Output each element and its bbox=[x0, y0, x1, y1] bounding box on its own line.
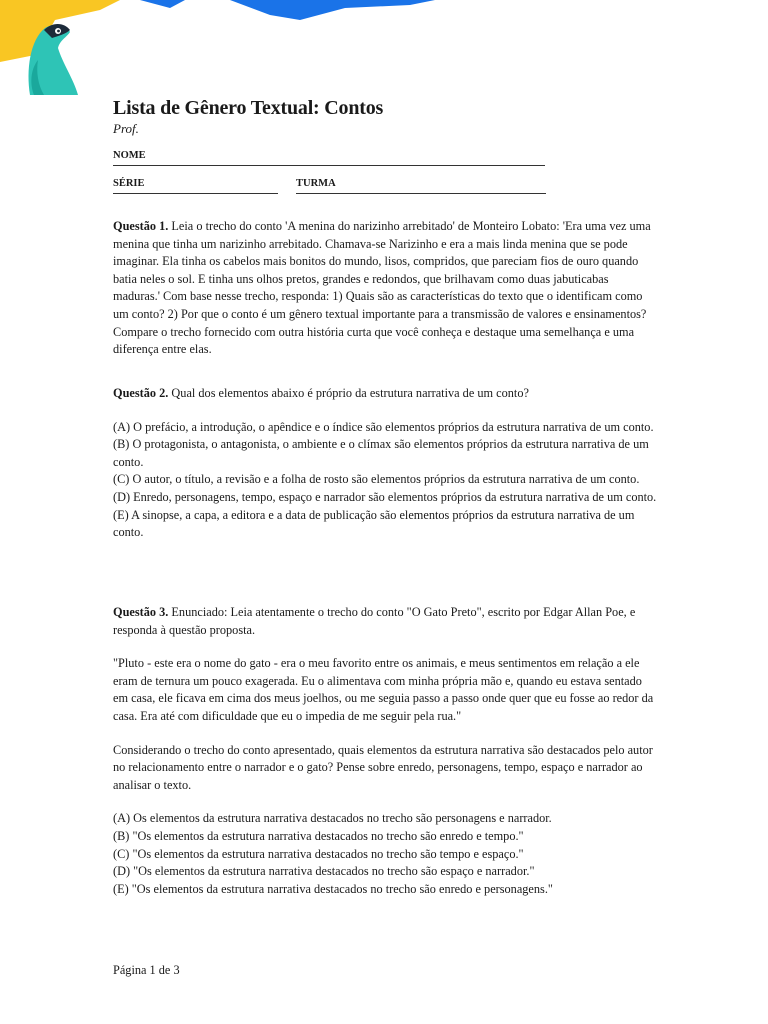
series-label: SÉRIE bbox=[113, 178, 145, 189]
name-line bbox=[113, 165, 545, 166]
class-field bbox=[296, 178, 546, 194]
logo-shapes bbox=[0, 0, 768, 100]
class-label: TURMA bbox=[296, 178, 336, 189]
question-2-text bbox=[113, 385, 658, 403]
question-1-number: Questão 1. bbox=[113, 219, 169, 233]
question-2-options bbox=[113, 419, 658, 542]
question-3-option-a: (A) Os elementos da estrutura narrativa destacados no trecho são personagens e narrador. bbox=[113, 811, 552, 826]
question-1-text bbox=[113, 218, 658, 359]
series-field bbox=[113, 178, 278, 194]
question-2-option-a: (A) O prefácio, a introdução, o apêndice e o índice são elementos próprios da estrutura narrativa de um conto. bbox=[113, 419, 654, 434]
question-3-prompt: Considerando o trecho do conto apresentado, quais elementos da estrutura narrativa são destacados pelo autor no relacionamento entre o narrador e o gato? Pense sobre enredo, personagens, tempo, espaço e narrador ao analisar o texto. bbox=[113, 742, 653, 792]
question-3-option-d: (D) "Os elementos da estrutura narrativa destacados no trecho são espaço e narrador." bbox=[113, 864, 535, 879]
question-3-excerpt: "Pluto - este era o nome do gato - era o meu favorito entre os animais, e meus sentimentos em relação a ele eram de ternura um pouco exagerada. Eu o alimentava com minha própria mão e, quando eu estava sentado em casa, ele ficava em cima dos meus joelhos, ou me seguia passo a passo onde quer que eu fosse ao redor da casa. Era até com dificuldade que eu o impedia de me seguir pela rua." bbox=[113, 656, 654, 723]
name-label: NOME bbox=[113, 150, 146, 161]
question-2-body: Qual dos elementos abaixo é próprio da estrutura narrativa de um conto? bbox=[171, 386, 529, 400]
question-2 bbox=[113, 385, 658, 542]
series-line bbox=[113, 193, 278, 194]
question-1 bbox=[113, 218, 658, 359]
name-field bbox=[113, 150, 658, 166]
teacher-label: Prof. bbox=[113, 121, 139, 136]
question-3-number: Questão 3. bbox=[113, 605, 169, 619]
question-3-option-e: (E) "Os elementos da estrutura narrativa destacados no trecho são enredo e personagens." bbox=[113, 881, 553, 896]
question-2-number: Questão 2. bbox=[113, 386, 169, 400]
question-2-option-b: (B) O protagonista, o antagonista, o ambiente e o clímax são elementos próprios da estrutura narrativa de um conto. bbox=[113, 437, 649, 469]
header-decoration bbox=[0, 0, 768, 100]
question-2-option-c: (C) O autor, o título, a revisão e a folha de rosto são elementos próprios da estrutura narrativa de um conto. bbox=[113, 472, 640, 487]
question-2-option-e: (E) A sinopse, a capa, a editora e a data de publicação são elementos próprios da estrutura narrativa de um conto. bbox=[113, 507, 635, 540]
question-1-body: Leia o trecho do conto 'A menina do narizinho arrebitado' de Monteiro Lobato: 'Era uma vez uma menina que tinha um narizinho arrebitado. Chamava-se Narizinho e era a mais linda menina que se pode imaginar. Ela tinha os cabelos mais bonitos do mundo, lisos, compridos, que pareciam fios de ouro quando batia neles o sol. E tinha uns olhos pretos, grandes e redondos, que brilhavam como duas jabuticabas maduras.' Com base nesse trecho, responda: 1) Quais são as características do texto que o identificam como um conto? 2) Por que o conto é um gênero textual importante para a transmissão de valores e ensinamentos? Compare o trecho fornecido com outra história curta que você conheça e destaque uma semelhança e uma diferença entre elas. bbox=[113, 219, 651, 357]
question-2-option-d: (D) Enredo, personagens, tempo, espaço e narrador são elementos próprios da estrutura narrativa de um conto. bbox=[113, 489, 657, 504]
question-3-option-b: (B) "Os elementos da estrutura narrativa destacados no trecho são enredo e tempo." bbox=[113, 828, 524, 843]
worksheet-page bbox=[113, 96, 658, 896]
question-3-text bbox=[113, 604, 658, 639]
question-3-body: Enunciado: Leia atentamente o trecho do conto "O Gato Preto", escrito por Edgar Allan Poe, e responda à questão proposta. bbox=[113, 605, 636, 637]
blue-shape-small bbox=[140, 0, 185, 8]
question-3-option-c: (C) "Os elementos da estrutura narrativa destacados no trecho são tempo e espaço." bbox=[113, 846, 524, 861]
question-3-options bbox=[113, 810, 658, 898]
class-line bbox=[296, 193, 546, 194]
page-title: Lista de Gênero Textual: Contos bbox=[113, 97, 384, 119]
question-3 bbox=[113, 604, 658, 898]
page-number: Página 1 de 3 bbox=[113, 963, 180, 977]
blue-shape bbox=[230, 0, 435, 20]
